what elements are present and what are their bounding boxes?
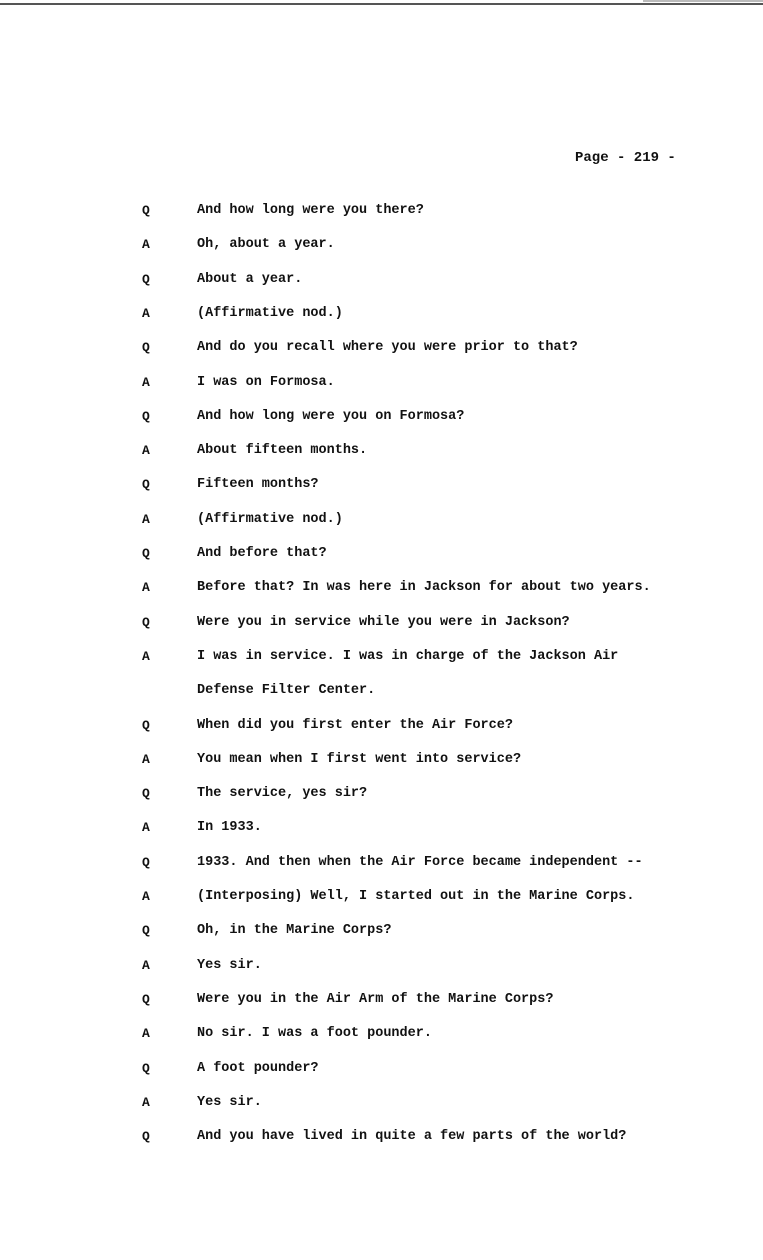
line-text: And before that? xyxy=(197,546,327,561)
speaker-marker: A xyxy=(142,649,150,664)
transcript-line xyxy=(0,958,763,978)
line-text: And how long were you there? xyxy=(197,203,424,218)
speaker-marker: Q xyxy=(142,1129,150,1144)
line-text: Defense Filter Center. xyxy=(197,683,376,698)
line-text: You mean when I first went into service? xyxy=(197,752,522,767)
transcript-line xyxy=(0,992,763,1012)
line-text: Were you in the Air Arm of the Marine Corps? xyxy=(197,992,554,1007)
transcript-line xyxy=(0,546,763,566)
transcript-line xyxy=(0,820,763,840)
line-text: About a year. xyxy=(197,272,303,287)
transcript-line xyxy=(0,649,763,669)
line-text: 1933. And then when the Air Force became independent -- xyxy=(197,855,643,870)
transcript-line xyxy=(0,855,763,875)
transcript-line xyxy=(0,409,763,429)
transcript-line xyxy=(0,889,763,909)
speaker-marker: A xyxy=(142,820,150,835)
speaker-marker: Q xyxy=(142,409,150,424)
transcript-line xyxy=(0,477,763,497)
transcript-line xyxy=(0,203,763,223)
transcript-line xyxy=(0,1095,763,1115)
line-text: The service, yes sir? xyxy=(197,786,368,801)
line-text: Yes sir. xyxy=(197,1095,262,1110)
transcript-line xyxy=(0,683,763,703)
line-text: About fifteen months. xyxy=(197,443,368,458)
line-text: I was on Formosa. xyxy=(197,375,335,390)
speaker-marker: Q xyxy=(142,477,150,492)
transcript-line xyxy=(0,718,763,738)
transcript-line xyxy=(0,615,763,635)
speaker-marker: Q xyxy=(142,923,150,938)
line-text: Before that? In was here in Jackson for about two years. xyxy=(197,580,651,595)
line-text: (Affirmative nod.) xyxy=(197,512,343,527)
transcript-line xyxy=(0,580,763,600)
transcript-line xyxy=(0,786,763,806)
line-text: In 1933. xyxy=(197,820,262,835)
line-text: Oh, in the Marine Corps? xyxy=(197,923,392,938)
speaker-marker: A xyxy=(142,443,150,458)
transcript-line xyxy=(0,1061,763,1081)
transcript-line xyxy=(0,375,763,395)
transcript-line xyxy=(0,237,763,257)
line-text: Fifteen months? xyxy=(197,477,319,492)
speaker-marker: Q xyxy=(142,340,150,355)
line-text: Oh, about a year. xyxy=(197,237,335,252)
speaker-marker: A xyxy=(142,889,150,904)
speaker-marker: A xyxy=(142,1095,150,1110)
speaker-marker: A xyxy=(142,580,150,595)
transcript-line xyxy=(0,443,763,463)
speaker-marker: A xyxy=(142,237,150,252)
speaker-marker: Q xyxy=(142,272,150,287)
speaker-marker: Q xyxy=(142,615,150,630)
transcript-line xyxy=(0,340,763,360)
line-text: And how long were you on Formosa? xyxy=(197,409,465,424)
transcript-line xyxy=(0,1026,763,1046)
line-text: Yes sir. xyxy=(197,958,262,973)
line-text: And do you recall where you were prior to that? xyxy=(197,340,578,355)
line-text: And you have lived in quite a few parts of the world? xyxy=(197,1129,627,1144)
line-text: A foot pounder? xyxy=(197,1061,319,1076)
transcript-line xyxy=(0,272,763,292)
transcript-line xyxy=(0,306,763,326)
transcript-line xyxy=(0,1129,763,1149)
line-text: I was in service. I was in charge of the Jackson Air xyxy=(197,649,619,664)
speaker-marker: Q xyxy=(142,992,150,1007)
page-number: Page - 219 - xyxy=(575,150,676,166)
speaker-marker: A xyxy=(142,958,150,973)
speaker-marker: A xyxy=(142,306,150,321)
speaker-marker: A xyxy=(142,1026,150,1041)
speaker-marker: Q xyxy=(142,855,150,870)
transcript-line xyxy=(0,512,763,532)
speaker-marker: A xyxy=(142,512,150,527)
speaker-marker: Q xyxy=(142,1061,150,1076)
speaker-marker: A xyxy=(142,752,150,767)
line-text: (Affirmative nod.) xyxy=(197,306,343,321)
line-text: No sir. I was a foot pounder. xyxy=(197,1026,432,1041)
line-text: When did you first enter the Air Force? xyxy=(197,718,513,733)
speaker-marker: A xyxy=(142,375,150,390)
transcript-line xyxy=(0,752,763,772)
speaker-marker: Q xyxy=(142,203,150,218)
speaker-marker: Q xyxy=(142,786,150,801)
speaker-marker: Q xyxy=(142,546,150,561)
line-text: Were you in service while you were in Jackson? xyxy=(197,615,570,630)
transcript-line xyxy=(0,923,763,943)
speaker-marker: Q xyxy=(142,718,150,733)
line-text: (Interposing) Well, I started out in the Marine Corps. xyxy=(197,889,635,904)
